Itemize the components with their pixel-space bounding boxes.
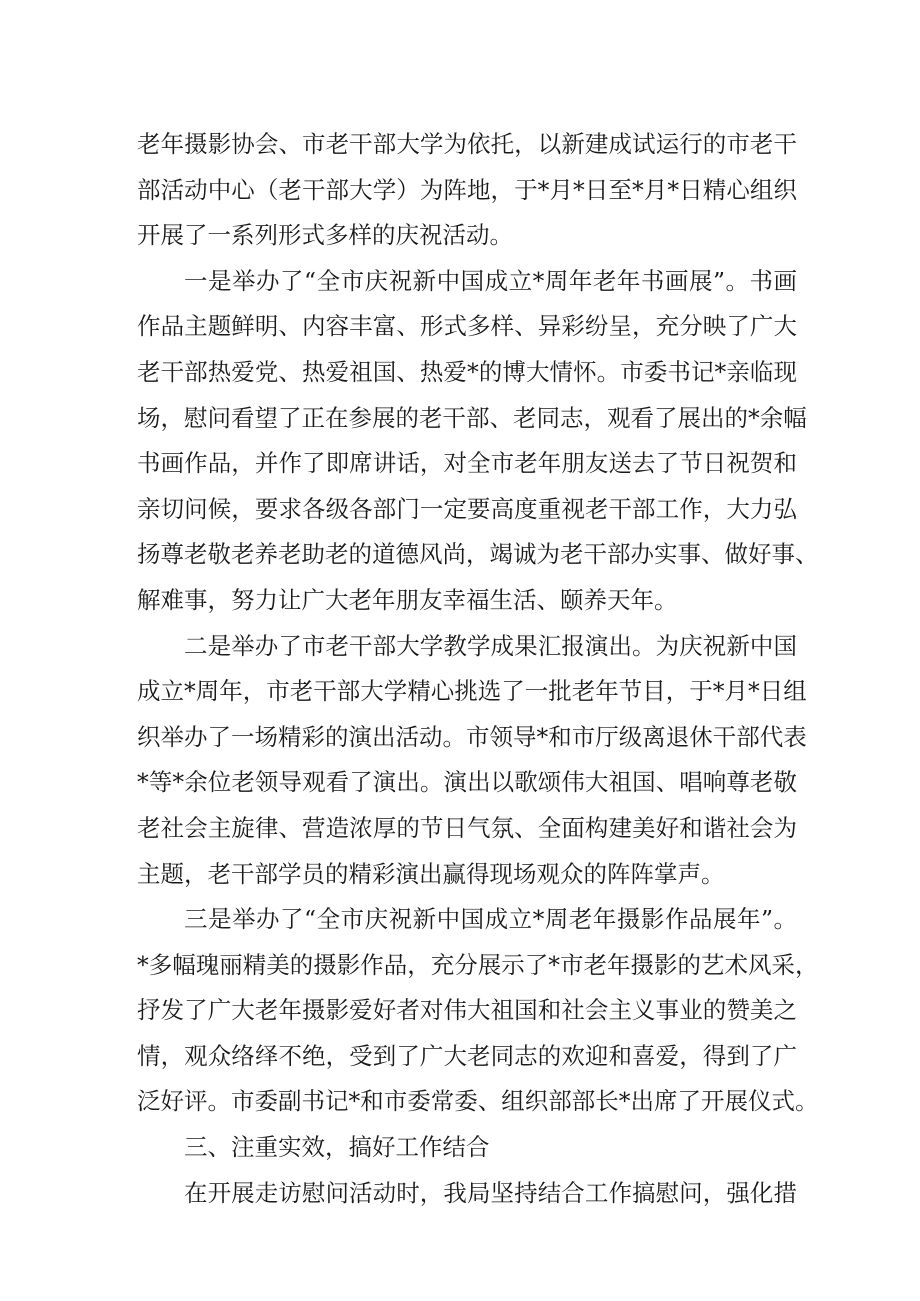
text-line: 情，观众络绎不绝，受到了广大老同志的欢迎和喜爱，得到了广 bbox=[137, 1041, 797, 1070]
section-heading: 三、注重实效，搞好工作结合 bbox=[184, 1133, 490, 1162]
text-line: 三是举办了“全市庆祝新中国成立*周老年摄影作品展年”。 bbox=[184, 905, 797, 934]
text-line: 在开展走访慰问活动时，我局坚持结合工作搞慰问，强化措 bbox=[184, 1178, 797, 1207]
text-line: 作品主题鲜明、内容丰富、形式多样、异彩纷呈，充分映了广大 bbox=[137, 312, 797, 341]
text-line: 抒发了广大老年摄影爱好者对伟大祖国和社会主义事业的赞美之 bbox=[137, 996, 797, 1025]
text-line: 老社会主旋律、营造浓厚的节日气氛、全面构建美好和谐社会为 bbox=[137, 813, 797, 842]
text-line: 老干部热爱党、热爱祖国、热爱*的博大情怀。市委书记*亲临现 bbox=[137, 357, 797, 386]
text-line: 老年摄影协会、市老干部大学为依托，以新建成试运行的市老干 bbox=[137, 130, 797, 158]
text-line: 成立*周年，市老干部大学精心挑选了一批老年节目，于*月*日组 bbox=[137, 677, 807, 706]
text-line: 解难事，努力让广大老年朋友幸福生活、颐养天年。 bbox=[137, 585, 678, 614]
text-line: *等*余位老领导观看了演出。演出以歌颂伟大祖国、唱响尊老敬 bbox=[137, 768, 797, 797]
text-line: 场，慰问看望了正在参展的老干部、老同志，观看了展出的*余幅 bbox=[137, 403, 807, 432]
text-line: 主题，老干部学员的精彩演出赢得现场观众的阵阵掌声。 bbox=[137, 859, 725, 888]
text-line: 泛好评。市委副书记*和市委常委、组织部部长*出席了开展仪式。 bbox=[137, 1087, 819, 1116]
text-line: 扬尊老敬老养老助老的道德风尚，竭诚为老干部办实事、做好事、 bbox=[137, 540, 819, 569]
document-body bbox=[137, 122, 819, 1216]
text-line: 开展了一系列形式多样的庆祝活动。 bbox=[137, 221, 513, 250]
text-line: 书画作品，并作了即席讲话，对全市老年朋友送去了节日祝贺和 bbox=[137, 449, 797, 478]
text-line: 二是举办了市老干部大学教学成果汇报演出。为庆祝新中国 bbox=[184, 631, 797, 660]
text-line: 部活动中心（老干部大学）为阵地，于*月*日至*月*日精心组织 bbox=[137, 175, 797, 204]
text-line: 一是举办了“全市庆祝新中国成立*周年老年书画展”。书画 bbox=[184, 266, 797, 295]
text-line: 织举办了一场精彩的演出活动。市领导*和市厅级离退休干部代表 bbox=[137, 722, 807, 751]
text-line: 亲切问候，要求各级各部门一定要高度重视老干部工作，大力弘 bbox=[137, 494, 797, 523]
text-line: *多幅瑰丽精美的摄影作品，充分展示了*市老年摄影的艺术风采， bbox=[137, 950, 819, 979]
